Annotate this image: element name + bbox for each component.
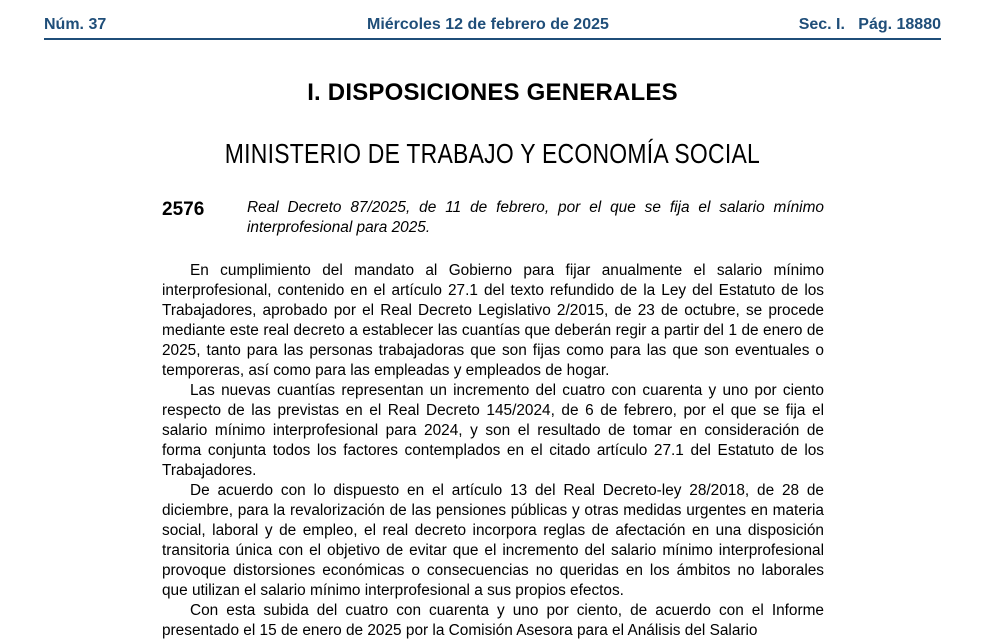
publication-date: Miércoles 12 de febrero de 2025 <box>367 16 609 33</box>
ministry-title: MINISTERIO DE TRABAJO Y ECONOMÍA SOCIAL <box>224 138 761 169</box>
section-title: I. DISPOSICIONES GENERALES <box>307 79 678 106</box>
header-divider <box>44 38 941 40</box>
paragraph: Con esta subida del cuatro con cuarenta y uno por ciento, de acuerdo con el Informe presentado el 15 de enero de 2025 por la Comisión Asesora para el Análisis del Salario <box>162 602 824 639</box>
document-summary: Real Decreto 87/2025, de 11 de febrero, por el que se fija el salario mínimo interprofesional para 2025. <box>247 199 824 236</box>
paragraph: Las nuevas cuantías representan un incremento del cuatro con cuarenta y uno por ciento respecto de las previstas en el Real Decreto 145/2024, de 6 de febrero, por el que se fija el salario mínimo interprofesional para 2024, y son el resultado de tomar en consideración de forma conjunta todos los factores contemplados en el citado artículo 27.1 del Estatuto de los Trabajadores. <box>162 382 824 479</box>
paragraph: De acuerdo con lo dispuesto en el artículo 13 del Real Decreto-ley 28/2018, de 28 de diciembre, para la revalorización de las pensiones públicas y otras medidas urgentes en materia social, laboral y de empleo, el real decreto incorpora reglas de afectación en una disposición transitoria única con el objetivo de evitar que el incremento del salario mínimo interprofesional provoque distorsiones económicas o consecuencias no queridas en los ámbitos no laborales que utilizan el salario mínimo interprofesional a sus propios efectos. <box>162 482 824 599</box>
document-body <box>162 261 824 640</box>
issue-number: Núm. 37 <box>44 16 107 33</box>
paragraph: En cumplimiento del mandato al Gobierno para fijar anualmente el salario mínimo interprofesional, contenido en el artículo 27.1 del texto refundido de la Ley del Estatuto de los Trabajadores, aprobado por el Real Decreto Legislativo 2/2015, de 23 de octubre, se procede mediante este real decreto a establecer las cuantías que deberán regir a partir del 1 de enero de 2025, tanto para las personas trabajadoras que son fijas como para las que son eventuales o temporeras, así como para las empleadas y empleados de hogar. <box>162 262 824 379</box>
document-number: 2576 <box>162 199 205 220</box>
page-header <box>44 14 941 36</box>
section-page: Sec. I. Pág. 18880 <box>798 16 941 33</box>
